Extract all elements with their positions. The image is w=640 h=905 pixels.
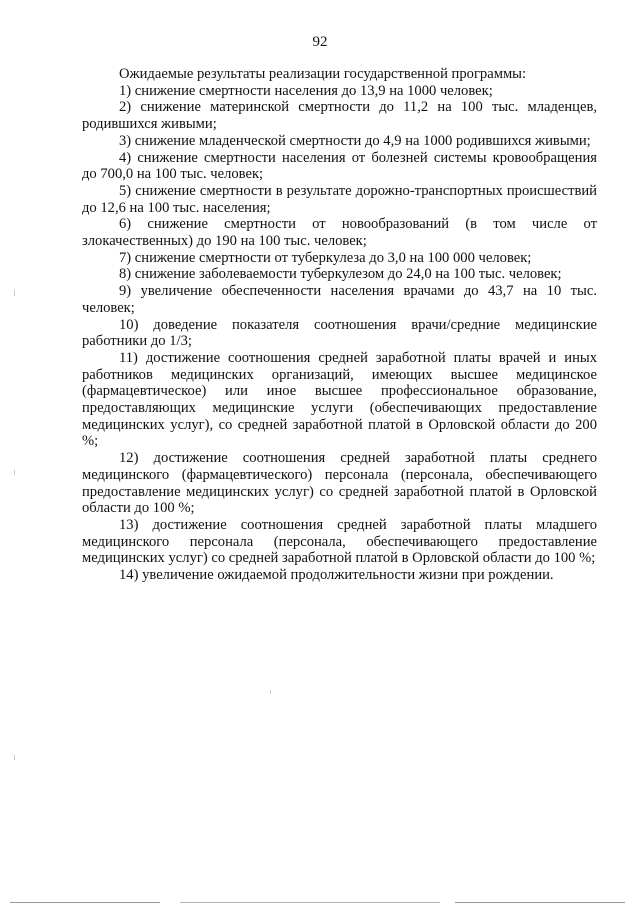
document-body bbox=[82, 66, 597, 584]
list-item: 2) снижение материнской смертности до 11,2 на 100 тыс. младенцев, родившихся живыми; bbox=[82, 99, 597, 133]
list-item: 9) увеличение обеспеченности населения врачами до 43,7 на 10 тыс. человек; bbox=[82, 283, 597, 316]
list-item: 1) снижение смертности населения до 13,9 на 1000 человек; bbox=[119, 82, 493, 99]
list-item: 3) снижение младенческой смертности до 4,9 на 1000 родившихся живыми; bbox=[119, 132, 591, 149]
list-item: 10) доведение показателя соотношения врачи/средние медицинские работники до 1/3; bbox=[82, 316, 597, 350]
list-item: 14) увеличение ожидаемой продолжительности жизни при рождении. bbox=[119, 567, 554, 584]
list-item: 12) достижение соотношения средней заработной платы среднего медицинского (фармацевтического) персонала (персонала, обеспечивающего предоставление медицинских услуг) со средней заработной платой в Орловской области до 100 %; bbox=[82, 450, 597, 517]
scan-artifact bbox=[14, 755, 15, 760]
section-intro: Ожидаемые результаты реализации государственной программы: bbox=[119, 66, 527, 82]
list-item: 8) снижение заболеваемости туберкулезом до 24,0 на 100 тыс. человек; bbox=[119, 266, 562, 283]
list-item: 7) снижение смертности от туберкулеза до 3,0 на 100 000 человек; bbox=[119, 249, 532, 266]
list-item: 11) достижение соотношения средней заработной платы врачей и иных работников медицинских организаций, имеющих высшее медицинское (фармацевтическое) или иное высшее профессиональное образование, предоставляющих медицинские услуги (обеспечивающих предоставление медицинских услуг), со средней заработной платой в Орловской области до 200 %; bbox=[82, 349, 597, 450]
scan-artifact bbox=[270, 690, 271, 694]
list-item: 6) снижение смертности от новообразований (в том числе от злокачественных) до 190 на 100 тыс. человек; bbox=[82, 216, 597, 250]
scan-bottom-edge bbox=[0, 899, 640, 905]
page-number: 92 bbox=[312, 34, 328, 50]
list-item: 5) снижение смертности в результате дорожно-транспортных происшествий до 12,6 на 100 тыс. населения; bbox=[82, 182, 597, 216]
scan-artifact bbox=[14, 470, 15, 475]
list-item: 13) достижение соотношения средней заработной платы младшего медицинского персонала (персонала, обеспечивающего предоставление медицинских услуг) со средней заработной платой в Орловской области до 100 %; bbox=[82, 516, 597, 567]
scan-artifact bbox=[14, 290, 15, 296]
list-item: 4) снижение смертности населения от болезней системы кровообращения до 700,0 на 100 тыс. человек; bbox=[82, 149, 597, 183]
